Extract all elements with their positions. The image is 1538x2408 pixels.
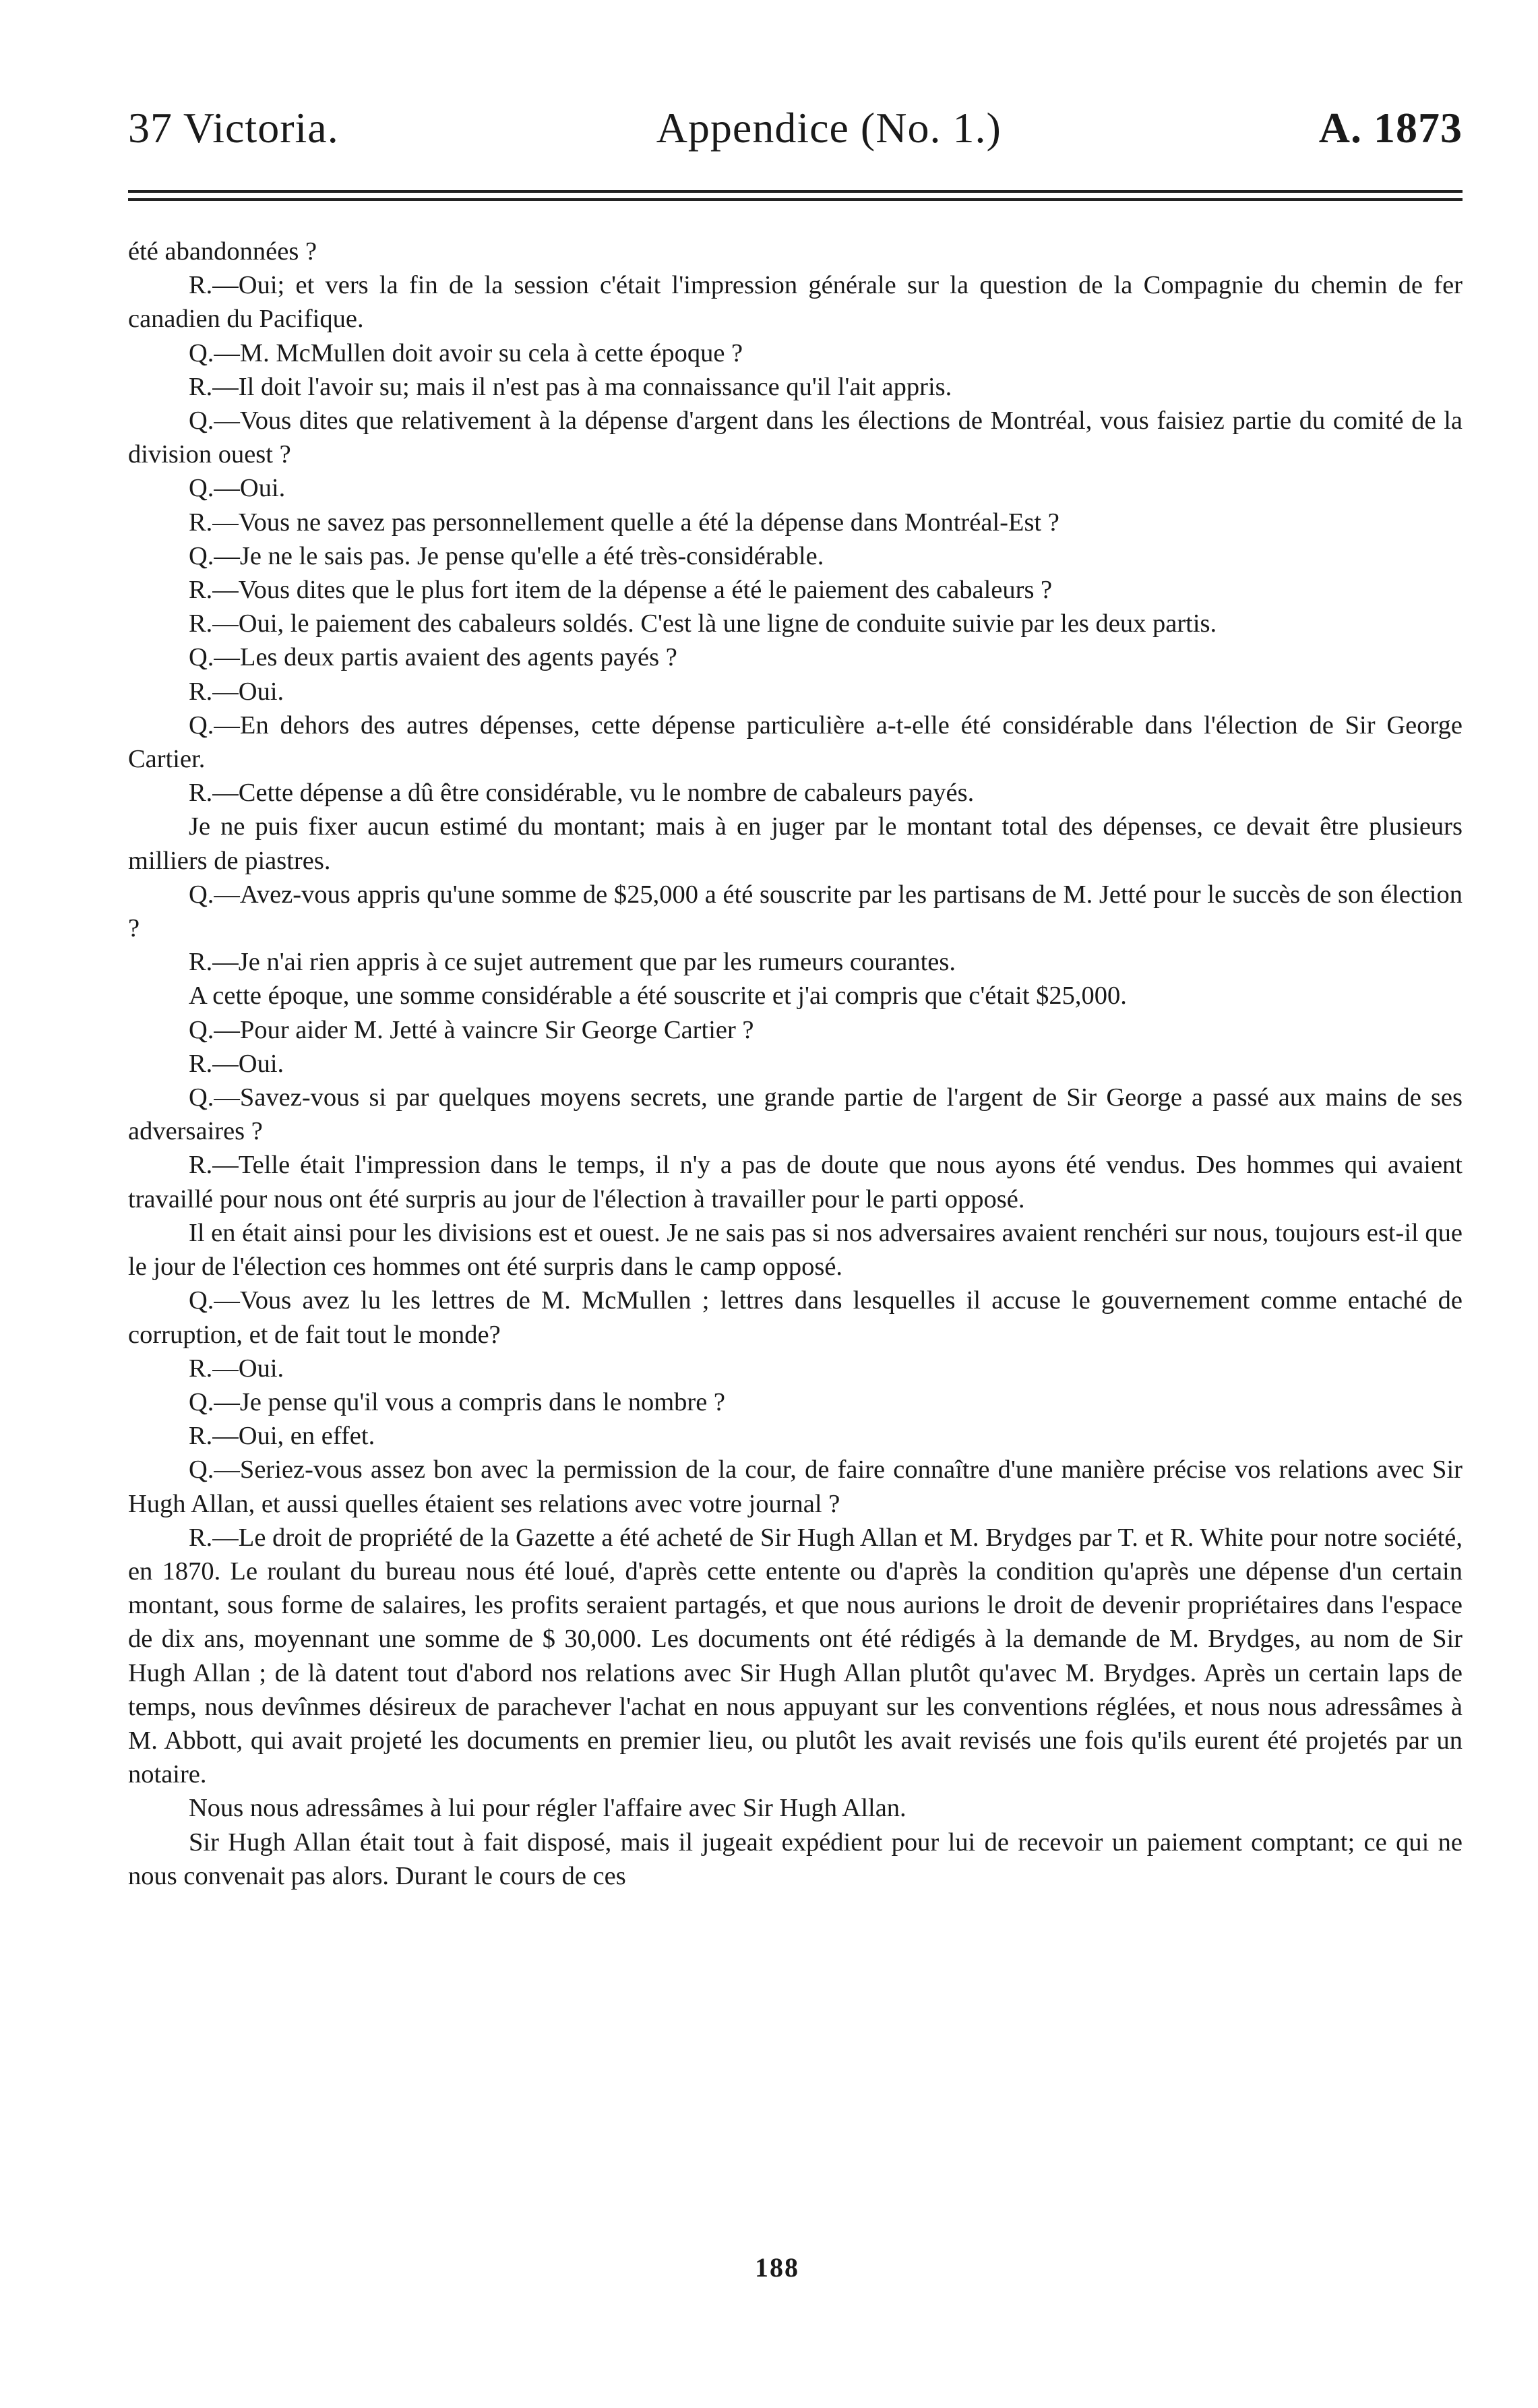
paragraph: R.—Oui, en effet.	[189, 1422, 375, 1451]
header-rule	[128, 190, 1463, 204]
paragraph: R.—Le droit de propriété de la Gazette a été acheté de Sir Hugh Allan et M. Brydges par T. et R. White pour notre société, en 1870. Le roulant du bureau nous été loué, d'après cette entente ou d'après la condition qu'après une dépense d'un certain montant, sous forme de salaires, les profits seraient partagés, et que nous aurions le droit de devenir propriétaires dans l'espace de dix ans, moyennant une somme de $ 30,000. Les documents ont été rédigés à la demande de M. Brydges, au nom de Sir Hugh Allan ; de là datent tout d'abord nos relations avec Sir Hugh Allan plutôt qu'avec M. Brydges. Après un certain laps de temps, nous devînmes désireux de parachever l'achat en nous appuyant sur les conventions réglées, et nous nous adressâmes à M. Abbott, qui avait projeté les documents en premier lieu, ou plutôt les avait revisés une fois qu'ils eurent été projetés par un notaire.	[128, 1523, 1463, 1789]
header-rule-top	[128, 190, 1463, 193]
paragraph: R.—Oui; et vers la fin de la session c'était l'impression générale sur la question de la Compagnie du chemin de fer canadien du Pacifique.	[128, 271, 1463, 334]
paragraph: Q.—En dehors des autres dépenses, cette dépense particulière a-t-elle été considérable dans l'élection de Sir George Cartier.	[128, 711, 1463, 774]
paragraph: Je ne puis fixer aucun estimé du montant; mais à en juger par le montant total des dépenses, ce devait être plusieurs milliers de piastres.	[128, 812, 1463, 875]
paragraph: Q.—Pour aider M. Jetté à vaincre Sir George Cartier ?	[189, 1015, 754, 1044]
header-year: A. 1873	[1318, 104, 1463, 152]
paragraph: Q.—Vous dites que relativement à la dépense d'argent dans les élections de Montréal, vous faisiez partie du comité de la division ouest ?	[128, 407, 1463, 469]
paragraph: été abandonnées ?	[128, 237, 317, 266]
paragraph: Q.—Avez-vous appris qu'une somme de $25,000 a été souscrite par les partisans de M. Jetté pour le succès de son élection ?	[128, 880, 1463, 943]
header-rule-bottom	[128, 198, 1463, 201]
paragraph: R.—Il doit l'avoir su; mais il n'est pas à ma connaissance qu'il l'ait appris.	[189, 372, 952, 401]
paragraph: Il en était ainsi pour les divisions est et ouest. Je ne sais pas si nos adversaires avaient renchéri sur nous, toujours est-il que le jour de l'élection ces hommes ont été surpris dans le camp opposé.	[128, 1218, 1463, 1282]
paragraph: A cette époque, une somme considérable a été souscrite et j'ai compris que c'était $25,000.	[189, 982, 1127, 1011]
header-session: 37 Victoria.	[128, 104, 339, 152]
page-number: 188	[755, 2252, 799, 2283]
paragraph: R.—Je n'ai rien appris à ce sujet autrement que par les rumeurs courantes.	[189, 948, 956, 977]
paragraph: Q.—Je ne le sais pas. Je pense qu'elle a été très-considérable.	[189, 541, 824, 570]
paragraph: R.—Telle était l'impression dans le temps, il n'y a pas de doute que nous ayons été vendus. Des hommes qui avaient travaillé pour nous ont été surpris au jour de l'élection à travailler pour le parti opposé.	[128, 1151, 1463, 1213]
header-appendix: Appendice (No. 1.)	[656, 104, 1002, 152]
testimony-text	[128, 235, 1463, 1893]
paragraph: Q.—Savez-vous si par quelques moyens secrets, une grande partie de l'argent de Sir George a passé aux mains de ses adversaires ?	[128, 1083, 1463, 1146]
paragraph: R.—Vous dites que le plus fort item de la dépense a été le paiement des cabaleurs ?	[189, 576, 1053, 605]
paragraph: Q.—Vous avez lu les lettres de M. McMullen ; lettres dans lesquelles il accuse le gouvernement comme entaché de corruption, et de fait tout le monde?	[128, 1286, 1463, 1349]
paragraph: Q.—Oui.	[189, 474, 286, 503]
paragraph: Q.—Seriez-vous assez bon avec la permission de la cour, de faire connaître d'une manière précise vos relations avec Sir Hugh Allan, et aussi quelles étaient ses relations avec votre journal ?	[128, 1455, 1463, 1518]
paragraph: R.—Vous ne savez pas personnellement quelle a été la dépense dans Montréal-Est ?	[189, 508, 1059, 537]
paragraph: R.—Oui, le paiement des cabaleurs soldés. C'est là une ligne de conduite suivie par les deux partis.	[189, 609, 1217, 638]
paragraph: Q.—Les deux partis avaient des agents payés ?	[189, 643, 677, 672]
paragraph: Q.—M. McMullen doit avoir su cela à cette époque ?	[189, 338, 743, 367]
running-header	[128, 101, 1463, 155]
paragraph: Q.—Je pense qu'il vous a compris dans le nombre ?	[189, 1387, 726, 1416]
paragraph: R.—Oui.	[189, 677, 284, 706]
paragraph: R.—Cette dépense a dû être considérable, vu le nombre de cabaleurs payés.	[189, 779, 975, 808]
paragraph: R.—Oui.	[189, 1049, 284, 1078]
paragraph: R.—Oui.	[189, 1354, 284, 1383]
paragraph: Nous nous adressâmes à lui pour régler l'affaire avec Sir Hugh Allan.	[189, 1794, 906, 1823]
paragraph: Sir Hugh Allan était tout à fait disposé, mais il jugeait expédient pour lui de recevoir un paiement comptant; ce qui ne nous convenait pas alors. Durant le cours de ces	[128, 1828, 1463, 1890]
page	[128, 101, 1463, 1893]
